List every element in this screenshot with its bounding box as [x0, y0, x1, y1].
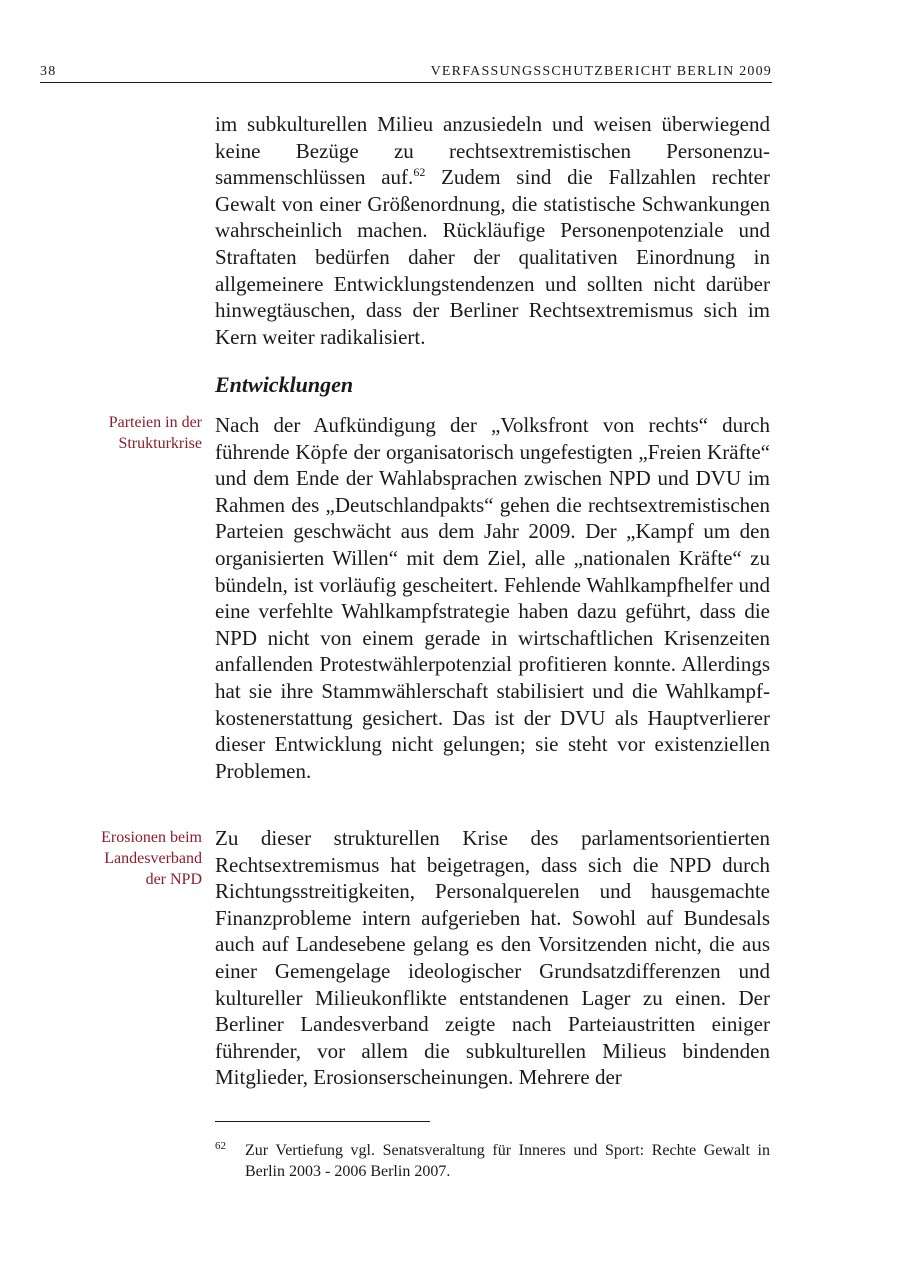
- margin-note-parteien: [72, 412, 202, 454]
- running-title: VERFASSUNGSSCHUTZBERICHT BERLIN 2009: [430, 64, 772, 79]
- paragraph-1-text-b: Zudem sind die Fallzahlen rechter Gewalt von einer Größenordnung, die statistische Schwankungen wahrscheinlich machen. Rückläufige Personenpotenziale und Straftaten bedürfen daher der qualitativen Einordnung in allgemeinere Entwicklungstendenzen und sollten nicht darüber hinwegtäuschen, dass der Berliner Rechtsextremismus sich im Kern weiter radikalisiert.: [215, 165, 770, 349]
- footnote-reference[interactable]: 62: [413, 165, 426, 180]
- paragraph-1-text-a: im subkulturellen Milieu anzusiedeln und weisen überwiegend keine Bezüge zu rechtsextremistischen Personenzusammenschlüssen auf.: [215, 112, 770, 190]
- paragraph-2-text: Nach der Aufkündigung der „Volksfront von rechts“ durch führende Köpfe der organisatorisch ungefestigten „Freien Kräfte“ und dem Ende der Wahlabsprachen zwischen NPD und DVU im Rahmen des „Deutschlandpakts“ gehen die rechtsextremistischen Parteien geschwächt aus dem Jahr 2009. Der „Kampf um den organisierten Willen“ mit dem Ziel, alle „nationalen Kräfte“ zu bündeln, ist vorläufig gescheitert. Fehlende Wahlkampfhelfer und eine verfehlte Wahlkampfstrategie haben dazu geführt, dass die NPD nicht von einem gerade in wirtschaftlichen Krisenzeiten anfallenden Protestwählerpotenzial profitieren konnte. Allerdings hat sie ihre Stammwählerschaft stabilisiert und die Wahlkampfkostenerstattung gesichert. Das ist der DVU als Hauptverlierer dieser Entwicklung nicht gelungen; sie steht vor existenziellen Problemen.: [215, 413, 770, 783]
- margin-note-1-line-1: Parteien in der: [108, 414, 202, 431]
- footnote: [215, 1140, 770, 1182]
- margin-note-2-line-3: der NPD: [145, 871, 202, 888]
- paragraph-3-text: Zu dieser strukturellen Krise des parlamentsorientierten Rechtsextremismus hat beigetragen, dass sich die NPD durch Richtungsstreitigkeiten, Personalquerelen und hausgemachte Finanzprobleme intern aufgerieben hat. Sowohl auf Bundesals auch auf Landesebene gelang es den Vorsitzenden nicht, die aus einer Gemengelage ideologischer Grundsatzdifferenzen und kultureller Milieukonflikte entstandenen Lager zu einen. Der Berliner Landesverband zeigte nach Parteiaustritten einiger führender, vor allem die subkulturellen Milieus bindenden Mitglieder, Erosionserscheinungen. Mehrere der: [215, 826, 770, 1090]
- margin-note-1-line-2: Strukturkrise: [118, 435, 202, 452]
- page-number: 38: [40, 64, 57, 79]
- margin-note-2-line-2: Landesverband: [104, 850, 202, 867]
- footnote-text: Zur Vertiefung vgl. Senatsveraltung für Inneres und Sport: Rechte Gewalt in Berlin 2003 - 2006 Berlin 2007.: [245, 1142, 770, 1180]
- body-paragraph-3: [215, 825, 770, 1091]
- section-heading: Entwicklungen: [215, 372, 354, 397]
- body-paragraph-1: [215, 111, 770, 350]
- running-header: [40, 62, 772, 83]
- footnote-number: 62: [215, 1140, 226, 1152]
- margin-note-erosionen: [72, 827, 202, 890]
- margin-note-2-line-1: Erosionen beim: [101, 829, 202, 846]
- body-paragraph-2: [215, 412, 770, 784]
- footnote-divider: [215, 1121, 430, 1122]
